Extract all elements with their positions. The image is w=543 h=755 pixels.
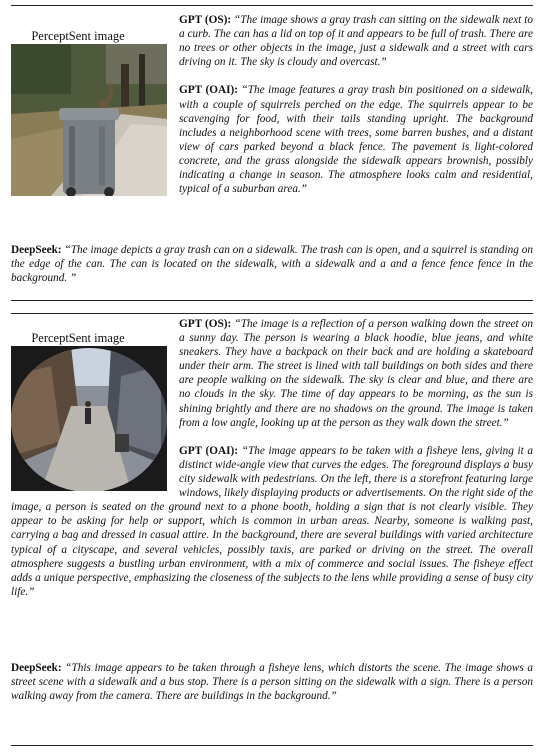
panel2-gpt-os-label: GPT (OS): (179, 318, 232, 330)
panel2-deepseek-label: DeepSeek: (11, 662, 62, 674)
bottom-rule (11, 745, 533, 746)
top-rule (11, 5, 533, 6)
panel1-image-title: PerceptSent image (31, 29, 125, 43)
panel2-gpt-os-paragraph (11, 317, 533, 599)
panel1-gpt-oai-text: “The image features a gray trash bin positioned on a sidewalk, with a couple of squirrels perched on the edge. The squirrels appear to be scavenging for food, with their tails standing upright. The background includes a neighborhood scene with trees, some barren bushes, and a distant view of cars parked beyond a black fence. The pavement is light-colored concrete, and the grass alongside the sidewalk appears brownish, possibly indicating a change in season. The atmosphere looks calm and residential, typical of a suburban area.” (179, 84, 533, 196)
panel2-gpt-oai-label: GPT (OAI): (179, 444, 239, 457)
panel1-deepseek-paragraph (11, 243, 533, 285)
panel2-top-rule (11, 313, 533, 314)
panel2-gpt-os-text: “The image is a reflection of a person walking down the street on a sunny day. The person is wearing a black hoodie, blue jeans, and white sneakers. They have a backpack on their back and are holding a skateboard under their arm. The street is lined with tall buildings on both sides and there are people walking on the sidewalk. The sky is clear and blue, and there are no clouds in the sky. The time of day appears to be morning, as the sun is shining brightly and there are no shadows on the ground. The image is taken from a low angle, looking up at the person as they walk down the street.” (179, 318, 534, 429)
panel1-gpt-oai-label: GPT (OAI): (179, 84, 238, 97)
panel2-deepseek-paragraph (11, 661, 533, 703)
panel1-gpt-os-paragraph (11, 13, 533, 203)
panel2-image-title: PerceptSent image (31, 331, 125, 345)
panel1-deepseek-label: DeepSeek: (11, 244, 62, 256)
panel1-deepseek-text: “The image depicts a gray trash can on a sidewalk. The trash can is open, and a squirrel is standing on the edge of the can. The can is located on the sidewalk, with a sidewalk and a and a fence fence fence in the background. ” (11, 244, 534, 285)
panel2-deepseek-text: “This image appears to be taken through a fisheye lens, which distorts the scene. The image shows a street scene with a sidewalk and a bus stop. There is a person sitting on the sidewalk with a sign. There is a person walking away from the camera. There are buildings in the background.” (11, 662, 534, 703)
panel2-gpt-oai-text: “The image appears to be taken with a fisheye lens, giving it a distinct wide-angle view that curves the edges. The foreground displays a busy city sidewalk with pedestrians. On the left, there is a storefront featuring large windows, likely displaying products or advertisements. On the right side of the image, a person is seated on the ground next to a phone booth, holding a sign that is not clearly visible. They appear to be asking for help or support, which is common in urban areas. Nearby, someone is walking past, carrying a bag and dressed in casual attire. In the background, there are several buildings with varied architecture typical of a cityscape, and several vehicles, possibly taxis, are parked or driving on the street. The overall atmosphere suggests a bustling urban environment, with a mix of commerce and social issues. The fisheye effect adds a unique perspective, emphasizing the closeness of the subjects to the lens while providing a sense of busy city life.” (11, 444, 534, 598)
panel-separator-rule (11, 300, 533, 301)
panel1-gpt-os-text: “The image shows a gray trash can sitting on the sidewalk next to a curb. The can has a lid on top of it and appears to be full of trash. There are no trees or other objects in the image, just a sidewalk and a street with cars driving on it. The sky is cloudy and overcast.” (179, 14, 533, 69)
panel1-gpt-os-label: GPT (OS): (179, 14, 232, 26)
